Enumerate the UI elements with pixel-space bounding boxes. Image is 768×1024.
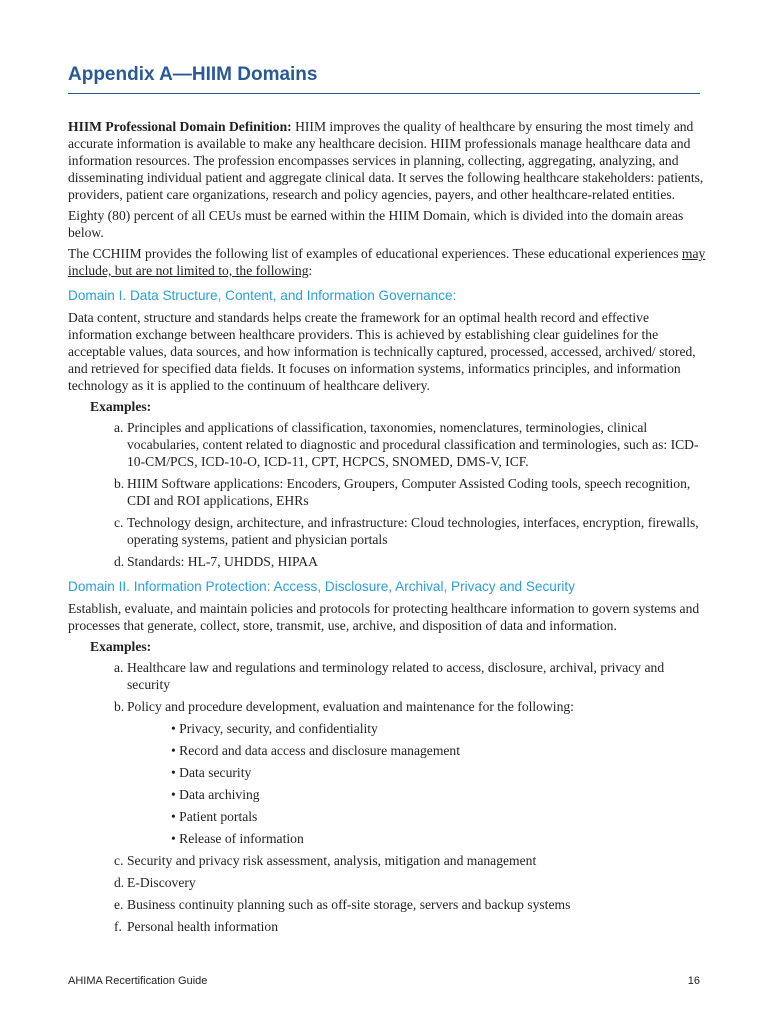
sub-list-item: • Patient portals: [171, 808, 708, 825]
list-item: [114, 896, 708, 913]
document-body: [68, 118, 708, 940]
list-item-text: Policy and procedure development, evaluation and maintenance for the following:: [127, 699, 574, 714]
title-rule: [68, 93, 700, 94]
list-item-marker: a.: [114, 420, 124, 435]
list-item-text: HIIM Software applications: Encoders, Groupers, Computer Assisted Coding tools, speech recognition, CDI and ROI applications, EHRs: [127, 476, 691, 508]
sub-list-item: • Privacy, security, and confidentiality: [171, 720, 708, 737]
list-intro-end: :: [308, 263, 313, 278]
list-item: [114, 475, 708, 509]
domain-1-examples-label: Examples:: [90, 399, 152, 414]
sub-list-item: • Record and data access and disclosure management: [171, 742, 708, 759]
domain-2-examples-label: Examples:: [90, 639, 152, 654]
list-item: [114, 874, 708, 891]
list-item-marker: d.: [114, 875, 125, 890]
definition-text: HIIM improves the quality of healthcare by ensuring the most timely and accurate information is available to make any healthcare decision. HIIM professionals manage healthcare data and information resources. The profession encompasses services in planning, collecting, aggregating, analyzing, and disseminating individual patient and aggregate clinical data. It serves the following healthcare stakeholders: patients, providers, patient care organizations, research and policy agencies, payers, and other healthcare-related entities.: [68, 119, 704, 202]
list-item: [114, 419, 708, 470]
list-item-marker: d.: [114, 554, 125, 569]
sub-list-item: • Data security: [171, 764, 708, 781]
list-item-marker: b.: [114, 699, 125, 714]
list-item-marker: a.: [114, 660, 124, 675]
list-item-marker: f.: [114, 919, 122, 934]
list-item: [114, 514, 708, 548]
list-intro-text: The CCHIIM provides the following list of examples of educational experiences. These educational experiences: [68, 246, 682, 261]
domain-1-example-list: [68, 419, 708, 570]
definition-label: HIIM Professional Domain Definition:: [68, 119, 292, 134]
list-item-marker: e.: [114, 897, 124, 912]
ceu-paragraph: Eighty (80) percent of all CEUs must be earned within the HIIM Domain, which is divided into the domain areas below.: [68, 208, 684, 240]
domain-2-heading: Domain II. Information Protection: Access, Disclosure, Archival, Privacy and Security: [68, 579, 575, 594]
list-item-marker: c.: [114, 515, 124, 530]
list-item: [114, 918, 708, 935]
list-item-text: E-Discovery: [127, 875, 196, 890]
list-item: [114, 852, 708, 869]
list-item-text: Principles and applications of classification, taxonomies, nomenclatures, terminologies, clinical vocabularies, content related to diagnostic and procedural classification and terminologies, such as: ICD-10-CM/PCS, ICD-10-O, ICD-11, CPT, HCPCS, SNOMED, DMS-V, ICF.: [127, 420, 699, 469]
footer-guide-name: AHIMA Recertification Guide: [68, 975, 208, 987]
list-item-text: Business continuity planning such as off-site storage, servers and backup systems: [127, 897, 571, 912]
domain-2-example-list: [68, 659, 708, 935]
list-item-text: Personal health information: [127, 919, 279, 934]
domain-2-description: Establish, evaluate, and maintain policies and protocols for protecting healthcare information to govern systems and processes that generate, collect, store, transmit, use, archive, and disposition of data and information.: [68, 601, 700, 633]
page-title: Appendix A—HIIM Domains: [68, 64, 318, 85]
list-item-text: Healthcare law and regulations and terminology related to access, disclosure, archival, privacy and security: [127, 660, 665, 692]
list-item: [114, 659, 708, 693]
list-intro-paragraph: [68, 245, 708, 279]
list-item-marker: b.: [114, 476, 125, 491]
list-item: [114, 553, 708, 570]
policy-sub-list: [127, 720, 708, 847]
list-item-text: Standards: HL-7, UHDDS, HIPAA: [127, 554, 318, 569]
page-number: 16: [687, 975, 700, 987]
page-footer: [68, 975, 700, 987]
sub-list-item: • Release of information: [171, 830, 708, 847]
definition-paragraph: [68, 118, 708, 203]
list-item-marker: c.: [114, 853, 124, 868]
list-item-text: Security and privacy risk assessment, analysis, mitigation and management: [127, 853, 537, 868]
sub-list-item: • Data archiving: [171, 786, 708, 803]
domain-1-heading: Domain I. Data Structure, Content, and Information Governance:: [68, 288, 457, 303]
list-intro-underlined: may include, but are not limited to, the following: [68, 246, 706, 278]
list-item: [114, 698, 708, 847]
domain-1-description: Data content, structure and standards helps create the framework for an optimal health record and effective information exchange between healthcare providers. This is achieved by establishing clear guidelines for the acceptable values, data sources, and how information is technically captured, processed, accessed, archived/ stored, and retrieved for specified data fields. It focuses on information systems, informatics principles, and information technology as it is applied to the continuum of healthcare delivery.: [68, 310, 696, 393]
list-item-text: Technology design, architecture, and infrastructure: Cloud technologies, interfaces, encryption, firewalls, operating systems, patient and physician portals: [127, 515, 699, 547]
